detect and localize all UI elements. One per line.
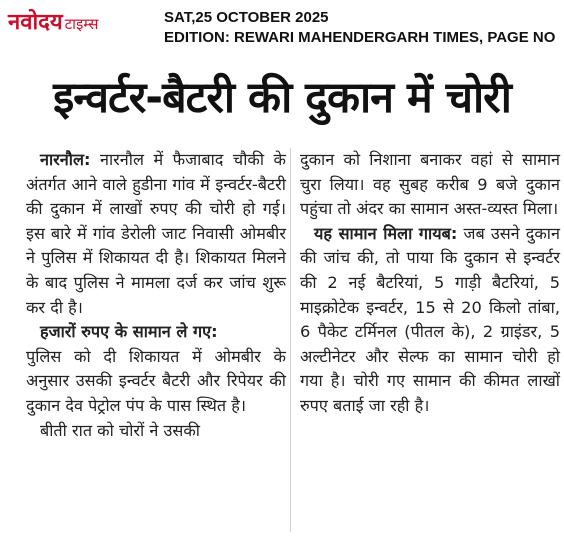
- subhead-paragraph: [300, 222, 560, 419]
- column-divider: [290, 148, 291, 532]
- paragraph-text: पुलिस को दी शिकायत में ओमबीर के अनुसार उसकी इन्वर्टर बैटरी और रिपेयर की दुकान देव पेट्रोल पंप के पास स्थित है।: [26, 346, 286, 415]
- paragraph: बीती रात को चोरों ने उसकी: [40, 420, 200, 440]
- paragraph-text: जब उसने दुकान की जांच की, तो पाया कि दुकान से इन्वर्टर की 2 नई बैटरियां, 5 गाड़ी बैटरियां, 5 माइक्रोटेक इन्वर्टर, 15 से 20 किलो तांबा, 6 पैकेट टर्मिनल (पीतल के), 2 ग्राइंडर, 5 अल्टीनेटर और सेल्फ का सामान चोरी हो गया है। चोरी गए सामान की कीमत लाखों रुपए बताई जा रही है।: [300, 223, 560, 415]
- logo-sub: टाइम्स: [64, 15, 99, 33]
- lead-paragraph: [26, 148, 286, 320]
- newspaper-logo: [8, 6, 138, 36]
- subheading: यह सामान मिला गायब:: [314, 223, 458, 243]
- article-column-left: [26, 148, 286, 443]
- subhead-paragraph: [26, 320, 286, 418]
- edition-info: [164, 8, 555, 48]
- article-column-right: [300, 148, 560, 419]
- date-line: SAT,25 OCTOBER 2025: [164, 9, 329, 26]
- paragraph-text: नारनौल में फैजाबाद चौकी के अंतर्गत आने वाले हुडीना गांव में इन्वर्टर-बैटरी की दुकान में लाखों रुपए की चोरी हो गई। इस बारे में गांव डेरोली जाट निवासी ओमबीर ने पुलिस में शिकायत दी है। शिकायत मिलने के बाद पुलिस ने मामला दर्ज कर जांच शुरू कर दी है।: [26, 150, 286, 317]
- subheading: हजारों रुपए के सामान ले गए:: [40, 322, 218, 342]
- edition-line: EDITION: REWARI MAHENDERGARH TIMES, PAGE NO: [164, 29, 556, 46]
- article-headline: इन्वर्टर-बैटरी की दुकान में चोरी: [53, 73, 511, 123]
- logo-main: नवोदय: [8, 10, 63, 35]
- masthead: [0, 0, 564, 50]
- paragraph: दुकान को निशाना बनाकर वहां से सामान चुरा लिया। वह सुबह करीब 9 बजे दुकान पहुंचा तो अंदर का सामान अस्त-व्यस्त मिला।: [300, 150, 560, 219]
- dateline: नारनौल:: [40, 150, 91, 169]
